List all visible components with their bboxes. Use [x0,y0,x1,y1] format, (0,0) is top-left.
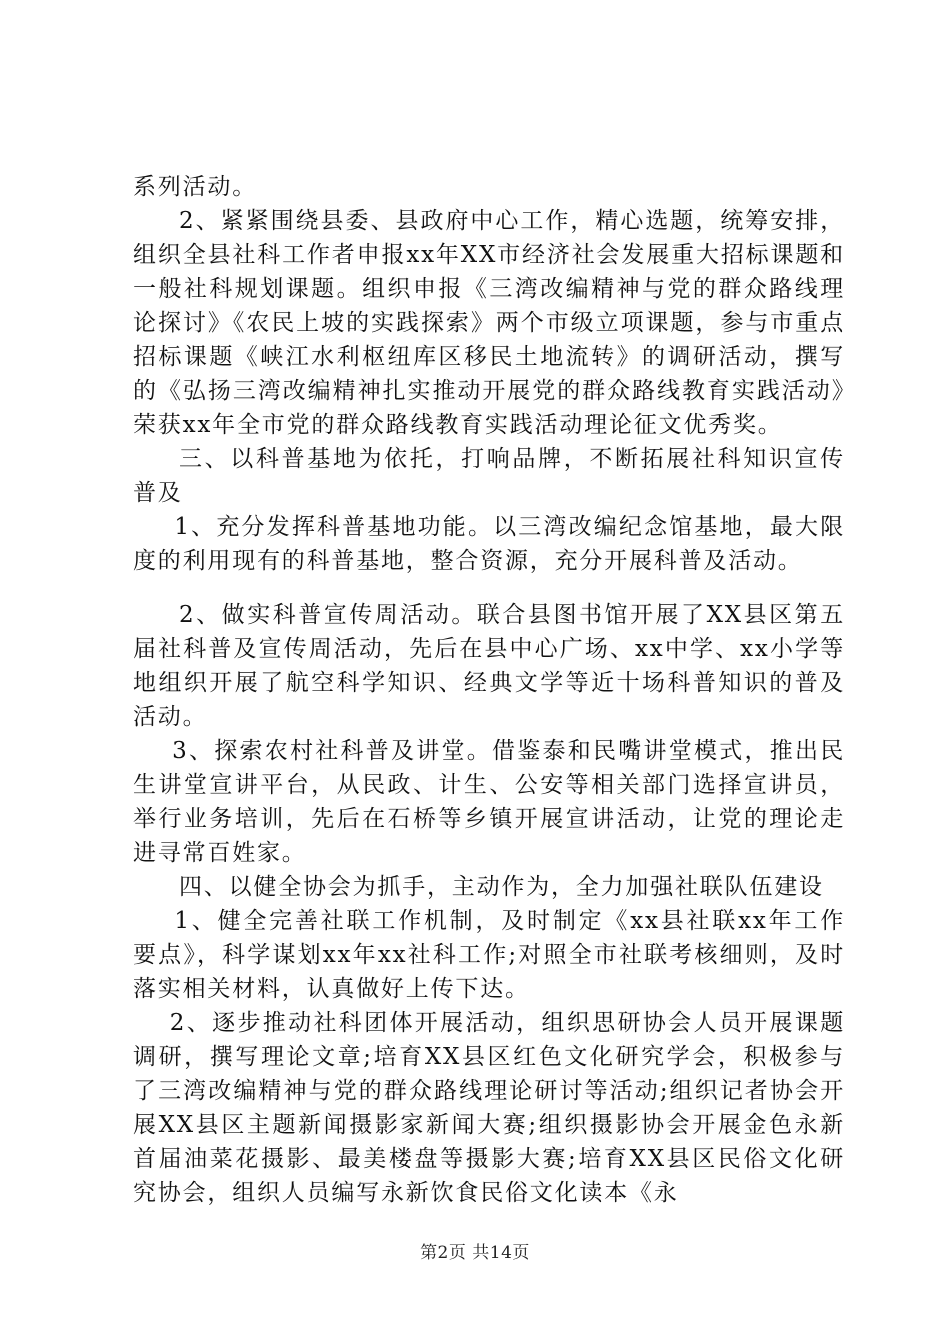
paragraph-rural-lecture: 3、探索农村社科普及讲堂。借鉴泰和民嘴讲堂模式，推出民生讲堂宣讲平台，从民政、计生、公安等相关部门选择宣讲员，举行业务培训，先后在石桥等乡镇开展宣讲活动，让党的理论走进寻常百姓家。 [133,738,845,866]
paragraph-association-activities: 2、逐步推动社科团体开展活动，组织思研协会人员开展课题调研，撰写理论文章;培育XX县区红色文化研究学会，积极参与了三湾改编精神与党的群众路线理论研讨等活动;组织记者协会开展XX县区主题新闻摄影家新闻大赛;组织摄影协会开展金色永新首届油菜花摄影、最美楼盘等摄影大赛;培育XX县区民俗文化研究协会，组织人员编写永新饮食民俗文化读本《永 [133,1010,845,1206]
section-heading-three: 三、以科普基地为依托，打响品牌，不断拓展社科知识宣传普及 [133,446,845,506]
paragraph-work-mechanism: 1、健全完善社联工作机制，及时制定《xx县社联xx年工作要点》，科学谋划xx年xx社科工作;对照全市社联考核细则，及时落实相关材料，认真做好上传下达。 [133,908,845,1002]
section-heading-four: 四、以健全协会为抓手，主动作为，全力加强社联队伍建设 [179,874,824,900]
paragraph-publicity-week: 2、做实科普宣传周活动。联合县图书馆开展了XX县区第五届社科普及宣传周活动，先后在县中心广场、xx中学、xx小学等地组织开展了航空科学知识、经典文学等近十场科普知识的普及活动。 [133,602,845,730]
paragraph-research-topics: 2、紧紧围绕县委、县政府中心工作，精心选题，统筹安排，组织全县社科工作者申报xx年XX市经济社会发展重大招标课题和一般社科规划课题。组织申报《三湾改编精神与党的群众路线理论探讨》《农民上坡的实践探索》两个市级立项课题，参与市重点招标课题《峡江水利枢纽库区移民土地流转》的调研活动，撰写的《弘扬三湾改编精神扎实推动开展党的群众路线教育实践活动》荣获xx年全市党的群众路线教育实践活动理论征文优秀奖。 [133,208,845,438]
page-number-footer: 第2页 共14页 [420,1243,530,1263]
paragraph-continuation: 系列活动。 [133,174,257,200]
document-body [133,170,845,1210]
paragraph-science-base: 1、充分发挥科普基地功能。以三湾改编纪念馆基地，最大限度的利用现有的科普基地，整合资源，充分开展科普及活动。 [133,514,845,574]
